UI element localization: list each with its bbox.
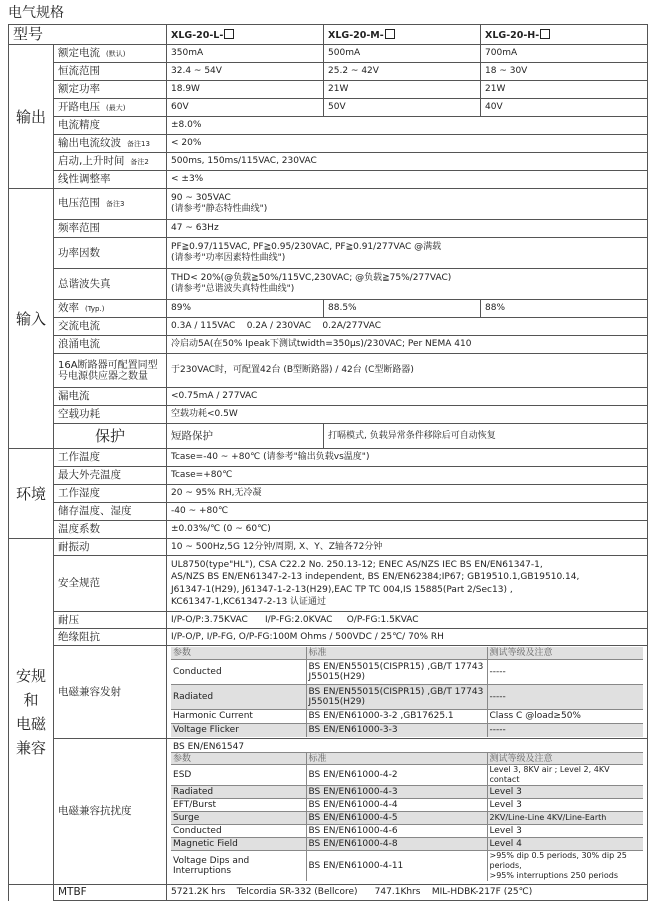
sub-header: 测试等级及注意 — [487, 753, 643, 765]
value-cell: 32.4 ~ 54V — [167, 63, 324, 81]
sub-level: Level 3 — [487, 825, 643, 838]
sub-header: 标准 — [306, 647, 487, 659]
row-rated-power — [9, 81, 648, 99]
sub-std: BS EN/EN61000-3-2 ,GB17625.1 — [306, 709, 487, 723]
sub-level: ----- — [487, 659, 643, 684]
item-label: 效率 (Typ.) — [54, 300, 167, 318]
sub-param: ESD — [171, 765, 306, 786]
sub-std: BS EN/EN55015(CISPR15) ,GB/T 17743 J55015(H29) — [306, 684, 487, 709]
sub-std: BS EN/EN61000-4-2 — [306, 765, 487, 786]
item-label: 启动,上升时间 备注2 — [54, 153, 167, 171]
item-label: MTBF — [54, 885, 167, 901]
value-cell: 500ms, 150ms/115VAC, 230VAC — [167, 153, 648, 171]
sub-param: Surge — [171, 812, 306, 825]
row-ac-current — [9, 318, 648, 336]
value-cell: -40 ~ +80℃ — [167, 503, 648, 521]
value-cell: 于230VAC时，可配置42台 (B型断路器) / 42台 (C型断路器) — [167, 354, 648, 388]
value-cell: 5721.2K hrs Telcordia SR-332 (Bellcore) 747.1Khrs MIL-HDBK-217F (25℃) — [167, 885, 648, 901]
sub-std: BS EN/EN61000-4-3 — [306, 786, 487, 799]
sub-level: Level 3 — [487, 786, 643, 799]
value-cell: Tcase=+80℃ — [167, 467, 648, 485]
value-cell: Tcase=-40 ~ +80℃ (请参考"输出负载vs温度") — [167, 449, 648, 467]
item-label: 电压范围 备注3 — [54, 189, 167, 220]
value-cell: 10 ~ 500Hz,5G 12分钟/周期, X、Y、Z轴各72分钟 — [167, 539, 648, 556]
sub-level: Level 4 — [487, 838, 643, 851]
value-cell: 18 ~ 30V — [481, 63, 648, 81]
value-cell: 60V — [167, 99, 324, 117]
sub-level: Level 3, 8KV air ; Level 2, 4KV contact — [487, 765, 643, 786]
item-label: 浪涌电流 — [54, 336, 167, 354]
sub-param: Voltage Dips and Interruptions — [173, 856, 250, 877]
value-cell: 500mA — [324, 45, 481, 63]
item-label: 安全规范 — [54, 556, 167, 612]
value-cell: ±8.0% — [167, 117, 648, 135]
sub-param: Harmonic Current — [171, 709, 306, 723]
item-label: 耐振动 — [54, 539, 167, 556]
emission-subtable — [171, 647, 643, 737]
row-temp-coefficient — [9, 521, 648, 539]
value-cell: 冷启动5A(在50% Ipeak下测试twidth=350µs)/230VAC; Per NEMA 410 — [167, 336, 648, 354]
item-label: 储存温度、湿度 — [54, 503, 167, 521]
row-power-factor — [9, 238, 648, 269]
value-cell: 21W — [324, 81, 481, 99]
row-working-temp — [9, 449, 648, 467]
sub-header: 测试等级及注意 — [487, 647, 643, 659]
row-humidity — [9, 485, 648, 503]
value-cell: PF≧0.97/115VAC, PF≧0.95/230VAC, PF≧0.91/277VAC @满载 (请参考"功率因素特性曲线") — [167, 238, 648, 269]
row-rated-current — [9, 45, 648, 63]
row-open-voltage — [9, 99, 648, 117]
value-cell: UL8750(type"HL"), CSA C22.2 No. 250.13-12; ENEC AS/NZS IEC BS EN/EN61347-1, AS/NZS BS EN/EN61347-2-13 independent, BS EN/EN62384;IP67; GB19510.1,GB19510.14, J61347-1(H29), J61347-1-2-13(H29),EAC TP TC 004,IS 15885(Part 2/Sec13) , KC61347-1,KC61347-2-13 认证通过 — [167, 556, 648, 612]
immunity-subtable-cell — [167, 739, 648, 885]
header-row — [9, 25, 648, 45]
row-withstand — [9, 612, 648, 629]
item-label: 短路保护 — [167, 424, 324, 449]
model-l: XLG-20-L- — [167, 25, 324, 45]
section-output: 输出 — [9, 45, 54, 189]
row-max-case-temp — [9, 467, 648, 485]
row-leakage — [9, 388, 648, 406]
section-environment: 环境 — [9, 449, 54, 539]
row-mtbf — [9, 885, 648, 901]
row-short-circuit — [9, 424, 648, 449]
value-cell: ±0.03%/℃ (0 ~ 60℃) — [167, 521, 648, 539]
sub-std: BS EN/EN61000-4-11 — [306, 851, 487, 882]
sub-std: BS EN/EN61000-3-3 — [306, 723, 487, 737]
item-label: 最大外壳温度 — [54, 467, 167, 485]
item-label: 开路电压 (最大) — [54, 99, 167, 117]
value-cell: 50V — [324, 99, 481, 117]
sub-param: Radiated — [171, 786, 306, 799]
sub-std: BS EN/EN61000-4-5 — [306, 812, 487, 825]
row-voltage-range — [9, 189, 648, 220]
item-label: 交流电流 — [54, 318, 167, 336]
sub-std: BS EN/EN55015(CISPR15) ,GB/T 17743 J55015(H29) — [306, 659, 487, 684]
row-frequency — [9, 220, 648, 238]
value-cell: THD< 20%(@负载≧50%/115VC,230VAC; @负载≧75%/277VAC) (请参考"总谐波失真特性曲线") — [167, 269, 648, 300]
sub-level: Class C @load≥50% — [487, 709, 643, 723]
item-label: 总谐波失真 — [54, 269, 167, 300]
section-protection: 保护 — [54, 424, 167, 449]
row-no-load — [9, 406, 648, 424]
row-emc-immunity — [9, 739, 648, 885]
item-label: 漏电流 — [54, 388, 167, 406]
sub-header: 标准 — [306, 753, 487, 765]
sub-param: EFT/Burst — [171, 799, 306, 812]
value-cell: 打嗝模式, 负载异常条件移除后可自动恢复 — [324, 424, 648, 449]
value-cell: 88% — [481, 300, 648, 318]
value-cell: 90 ~ 305VAC (请参考"静态特性曲线") — [167, 189, 648, 220]
sub-header: 参数 — [171, 753, 306, 765]
row-vibration — [9, 539, 648, 556]
row-breaker — [9, 354, 648, 388]
page-heading: 电气规格 — [8, 5, 64, 21]
value-cell: I/P-O/P:3.75KVAC I/P-FG:2.0KVAC O/P-FG:1.5KVAC — [167, 612, 648, 629]
section-input: 输入 — [9, 189, 54, 449]
sub-std: BS EN/EN61000-4-8 — [306, 838, 487, 851]
value-cell: 89% — [167, 300, 324, 318]
model-h: XLG-20-H- — [481, 25, 648, 45]
row-efficiency — [9, 300, 648, 318]
item-label: 工作温度 — [54, 449, 167, 467]
item-label: 温度系数 — [54, 521, 167, 539]
spec-table — [8, 24, 648, 901]
value-cell: < 20% — [167, 135, 648, 153]
sub-header: 参数 — [171, 647, 306, 659]
item-label: 线性调整率 — [54, 171, 167, 189]
immunity-title: BS EN/EN61547 — [171, 742, 643, 753]
item-label: 空载功耗 — [54, 406, 167, 424]
value-cell: < ±3% — [167, 171, 648, 189]
item-label: 额定功率 — [54, 81, 167, 99]
value-cell: <0.75mA / 277VAC — [167, 388, 648, 406]
sub-param: Conducted — [171, 825, 306, 838]
row-ripple — [9, 135, 648, 153]
model-label: 型号 — [9, 25, 167, 45]
value-cell: 0.3A / 115VAC 0.2A / 230VAC 0.2A/277VAC — [167, 318, 648, 336]
item-label: 额定电流 (默认) — [54, 45, 167, 63]
value-cell: 88.5% — [324, 300, 481, 318]
item-label: 频率范围 — [54, 220, 167, 238]
value-cell: 350mA — [167, 45, 324, 63]
sub-level: Level 3 — [487, 799, 643, 812]
item-label: 耐压 — [54, 612, 167, 629]
value-cell: 40V — [481, 99, 648, 117]
row-inrush — [9, 336, 648, 354]
immunity-subtable — [171, 742, 643, 882]
row-isolation — [9, 629, 648, 646]
item-label: 电流精度 — [54, 117, 167, 135]
value-cell: 25.2 ~ 42V — [324, 63, 481, 81]
item-label: 电磁兼容发射 — [54, 646, 167, 739]
row-thd — [9, 269, 648, 300]
value-cell: 空载功耗<0.5W — [167, 406, 648, 424]
value-cell: 47 ~ 63Hz — [167, 220, 648, 238]
row-current-range — [9, 63, 648, 81]
value-cell: 21W — [481, 81, 648, 99]
value-cell: 20 ~ 95% RH,无冷凝 — [167, 485, 648, 503]
row-storage — [9, 503, 648, 521]
sub-param: Conducted — [171, 659, 306, 684]
item-label: 绝缘阻抗 — [54, 629, 167, 646]
row-emc-emission — [9, 646, 648, 739]
item-label: 功率因数 — [54, 238, 167, 269]
value-cell: I/P-O/P, I/P-FG, O/P-FG:100M Ohms / 500VDC / 25℃/ 70% RH — [167, 629, 648, 646]
value-cell: 700mA — [481, 45, 648, 63]
sub-param: Voltage Flicker — [173, 725, 239, 736]
placeholder-box-icon — [385, 29, 395, 39]
row-setup-time — [9, 153, 648, 171]
item-label: 恒流范围 — [54, 63, 167, 81]
value-cell: 18.9W — [167, 81, 324, 99]
placeholder-box-icon — [540, 29, 550, 39]
sub-std: BS EN/EN61000-4-4 — [306, 799, 487, 812]
section-blank — [9, 885, 54, 901]
item-label: 输出电流纹波 备注13 — [54, 135, 167, 153]
row-current-accuracy — [9, 117, 648, 135]
item-label: 工作湿度 — [54, 485, 167, 503]
model-m: XLG-20-M- — [324, 25, 481, 45]
item-label: 电磁兼容抗扰度 — [54, 739, 167, 885]
row-safety-standards — [9, 556, 648, 612]
section-safety: 安规 和 电磁 兼容 — [9, 539, 54, 885]
sub-param: Magnetic Field — [171, 838, 306, 851]
emission-subtable-cell — [167, 646, 648, 739]
row-line-regulation — [9, 171, 648, 189]
sub-level: >95% dip 0.5 periods, 30% dip 25 periods, >95% interruptions 250 periods — [487, 851, 643, 882]
sub-param: Radiated — [171, 684, 306, 709]
sub-level: 2KV/Line-Line 4KV/Line-Earth — [487, 812, 643, 825]
item-label: 16A断路器可配置同型 号电源供应器之数量 — [54, 354, 167, 388]
sub-level: ----- — [487, 723, 643, 737]
sub-std: BS EN/EN61000-4-6 — [306, 825, 487, 838]
sub-level: ----- — [487, 684, 643, 709]
placeholder-box-icon — [224, 29, 234, 39]
